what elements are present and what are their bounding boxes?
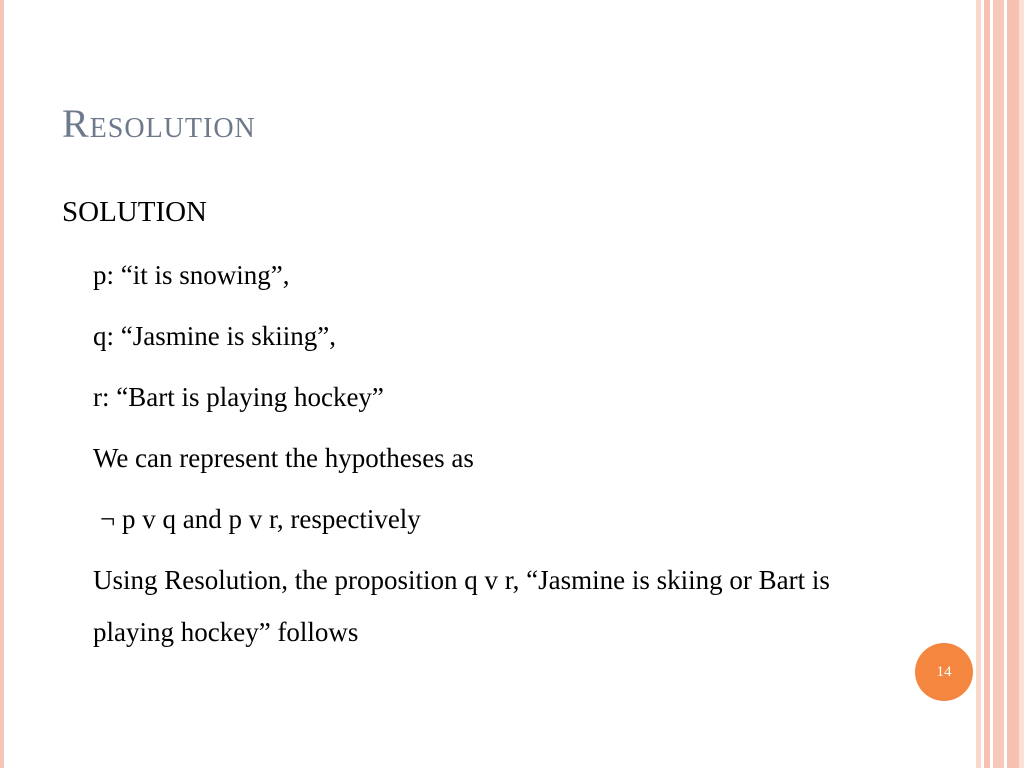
decorative-stripe (1019, 0, 1024, 768)
decorative-stripe (993, 0, 1004, 768)
body-line-hypotheses: ¬ p v q and p v r, respectively (100, 504, 421, 534)
slide-body (62, 193, 942, 683)
body-line-represent: We can represent the hypotheses as (93, 443, 474, 473)
body-line-p: p: “it is snowing”, (93, 260, 290, 290)
body-line-r: r: “Bart is playing hockey” (93, 382, 384, 412)
slide-title: Resolution (62, 101, 256, 146)
page-number-badge: 14 (915, 643, 973, 701)
body-line-conclusion: Using Resolution, the proposition q v r, “Jasmine is skiing or Bart is playing hockey” follows (93, 565, 830, 647)
decorative-stripe (1007, 0, 1019, 768)
body-line-q: q: “Jasmine is skiing”, (93, 321, 336, 351)
left-border (0, 0, 4, 768)
section-heading: SOLUTION (62, 196, 207, 228)
